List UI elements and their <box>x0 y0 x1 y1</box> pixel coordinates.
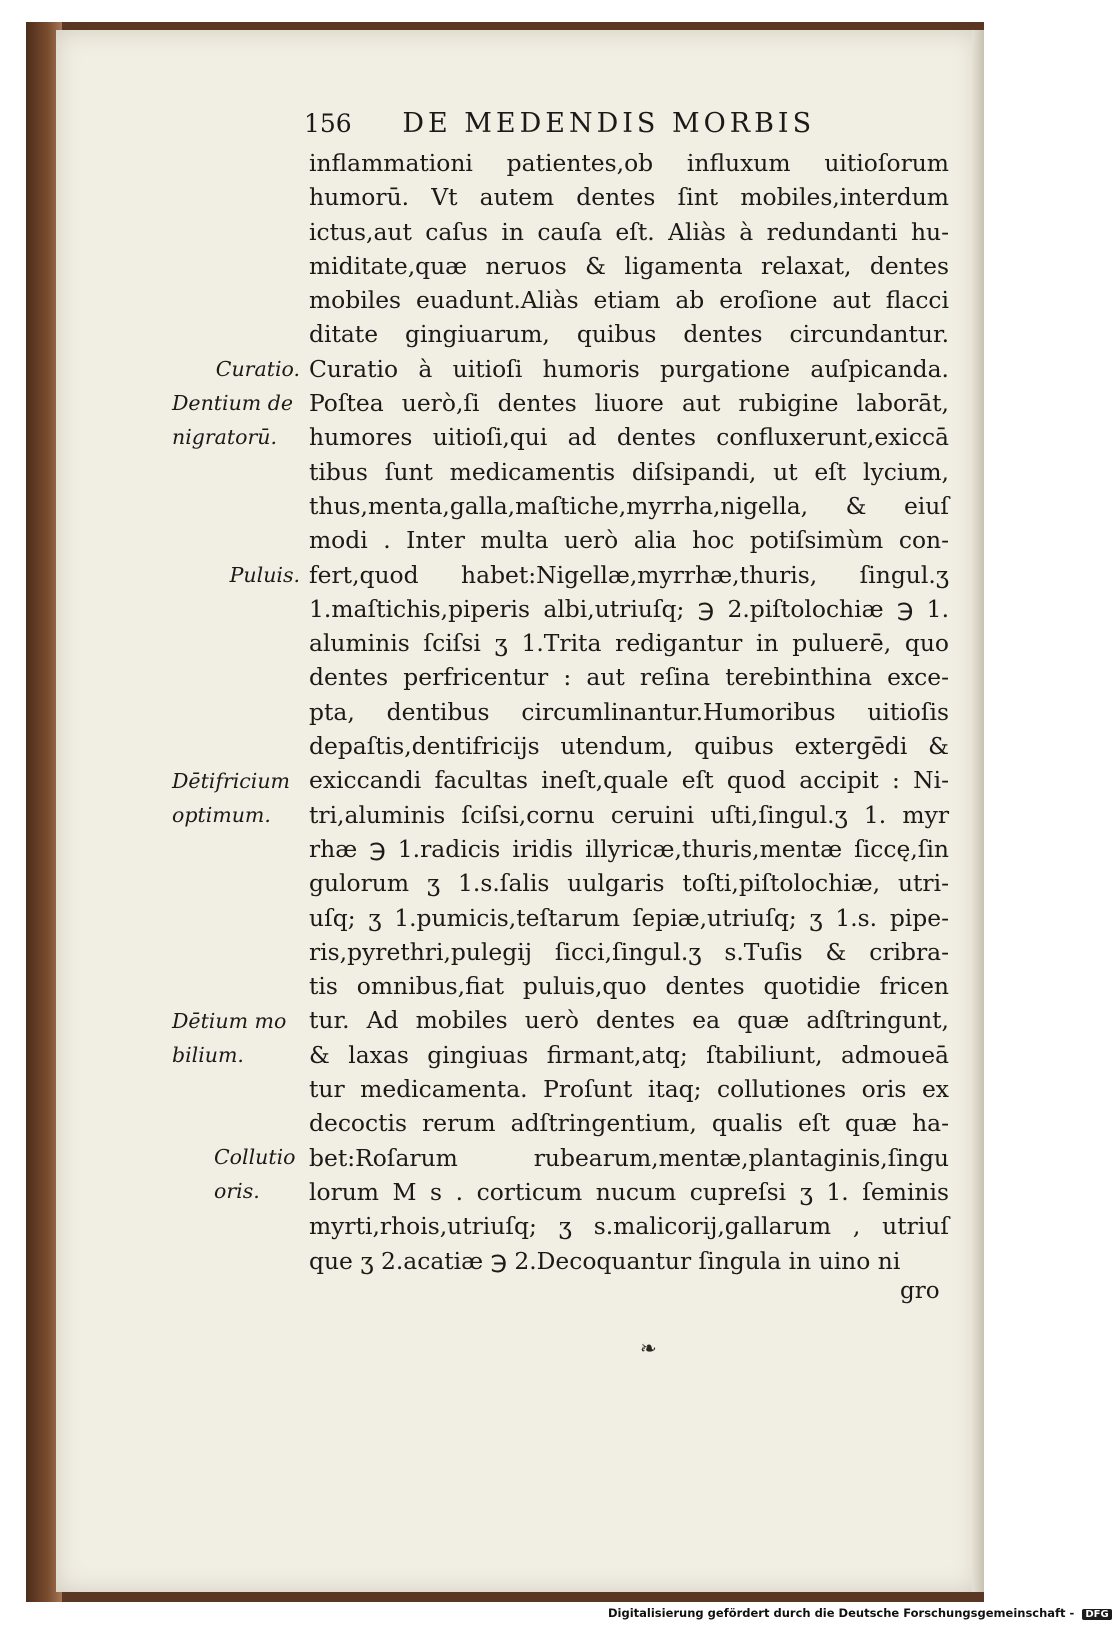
margin-note-dentium-denigratorum <box>172 386 304 455</box>
text-line: tur medicamenta. Proſunt itaq; collutiones oris ex <box>309 1075 949 1104</box>
margin-note-puluis <box>168 558 300 592</box>
margin-note-curatio <box>168 352 300 386</box>
text-line: tis omnibus,fiat puluis,quo dentes quotidie fricen <box>309 972 949 1001</box>
text-line: miditate,quæ neruos & ligamenta relaxat, dentes <box>309 251 949 280</box>
margin-note-line: Dētium mo <box>172 1009 287 1033</box>
text-line: lorum M s . corticum nucum cupreſsi ʒ 1. ſeminis <box>309 1177 949 1206</box>
text-line: tur. Ad mobiles uerò dentes ea quæ adſtringunt, <box>309 1006 949 1035</box>
text-line: modi . Inter multa uerò alia hoc potiſsimùm con- <box>309 526 949 555</box>
running-title: DE MEDENDIS MORBIS <box>402 108 816 139</box>
text-line: inflammationi patientes,ob influxum uitioſorum <box>309 149 949 177</box>
text-line: rhæ ℈ 1.radicis iridis illyricæ,thuris,mentæ ſiccę,ſin <box>309 834 949 863</box>
margin-note-line: optimum. <box>172 803 271 828</box>
text-line: bet:Roſarum rubearum,mentæ,plantaginis,ſingu <box>309 1143 949 1172</box>
text-line: tibus ſunt medicamentis diſsipandi, ut eſt lycium, <box>309 457 949 486</box>
margin-note-line: oris. <box>214 1179 260 1204</box>
text-line: pta, dentibus circumlinantur.Humoribus uitioſis <box>309 697 949 726</box>
digitization-credit <box>608 1606 1112 1620</box>
page-number: 156 <box>304 109 352 138</box>
dfg-logo: DFG <box>1082 1609 1111 1620</box>
text-line: mobiles euadunt.Aliàs etiam ab eroſione aut flacci <box>309 286 949 315</box>
margin-note-dentifricium <box>172 764 304 833</box>
text-line: ris,pyrethri,pulegij ſicci,ſingul.ʒ s.Tuſis & cribra- <box>309 937 949 966</box>
margin-note-line: Dentium de <box>172 391 293 415</box>
text-line: myrti,rhois,utriuſq; ʒ s.malicorij,gallarum , utriuſ <box>309 1212 949 1241</box>
catchword: gro <box>900 1278 940 1304</box>
running-head <box>304 108 815 139</box>
credit-text: Digitalisierung gefördert durch die Deutsche Forschungsgemeinschaft - <box>608 1606 1075 1620</box>
margin-note-line: Dētifricium <box>172 769 290 793</box>
ornament-icon: ❧ <box>640 1336 657 1360</box>
text-line: Curatio à uitioſi humoris purgatione auſpicanda. <box>309 354 949 383</box>
text-line: exiccandi facultas ineſt,quale eſt quod accipit : Ni- <box>309 766 949 795</box>
text-line: tri,aluminis ſciſsi,cornu ceruini uſti,ſingul.ʒ 1. myr <box>309 800 949 829</box>
margin-note-line: Collutio <box>214 1145 296 1169</box>
text-line: ditate gingiuarum, quibus dentes circundantur. <box>309 320 949 349</box>
text-line: dentes perfricentur : aut reſina terebinthina exce- <box>309 663 949 692</box>
text-line: humorū. Vt autem dentes ſint mobiles,interdum <box>309 183 949 212</box>
text-line: que ʒ 2.acatiæ ℈ 2.Decoquantur ſingula in uino ni <box>309 1246 901 1275</box>
text-line: 1.maſtichis,piperis albi,utriuſq; ℈ 2.piſtolochiæ ℈ 1. <box>309 594 949 623</box>
text-line: depaſtis,dentifricijs utendum, quibus extergēdi & <box>309 732 949 761</box>
margin-note-line: bilium. <box>172 1043 244 1068</box>
margin-note-line: Curatio. <box>215 357 300 381</box>
text-line: thus,menta,galla,maſtiche,myrrha,nigella, & eiuſ <box>309 491 949 520</box>
margin-note-line: nigratorū. <box>172 425 278 450</box>
body-text <box>309 146 949 1278</box>
text-line: fert,quod habet:Nigellæ,myrrhæ,thuris, ſingul.ʒ <box>309 560 949 589</box>
margin-note-line: Puluis. <box>229 563 300 587</box>
margin-note-dentium-mobilium <box>172 1004 304 1073</box>
text-line: ictus,aut caſus in cauſa eſt. Aliàs à redundanti hu- <box>309 217 949 246</box>
page-edge-shadow <box>972 30 984 1592</box>
text-line: uſq; ʒ 1.pumicis,teſtarum ſepiæ,utriuſq; ʒ 1.s. pipe- <box>309 903 949 932</box>
margin-note-collutio <box>214 1140 346 1209</box>
text-line: humores uitioſi,qui ad dentes confluxerunt,exiccā <box>309 423 949 452</box>
text-line: decoctis rerum adſtringentium, qualis eſt quæ ha- <box>309 1109 949 1138</box>
text-line: gulorum ʒ 1.s.ſalis uulgaris toſti,piſtolochiæ, utri- <box>309 869 949 898</box>
text-line: Poſtea uerò,ſi dentes liuore aut rubigine laborāt, <box>309 389 949 418</box>
text-line: aluminis ſciſsi ʒ 1.Trita redigantur in puluerē, quo <box>309 629 949 658</box>
text-line: & laxas gingiuas firmant,atq; ſtabiliunt, admoueā <box>309 1040 949 1069</box>
